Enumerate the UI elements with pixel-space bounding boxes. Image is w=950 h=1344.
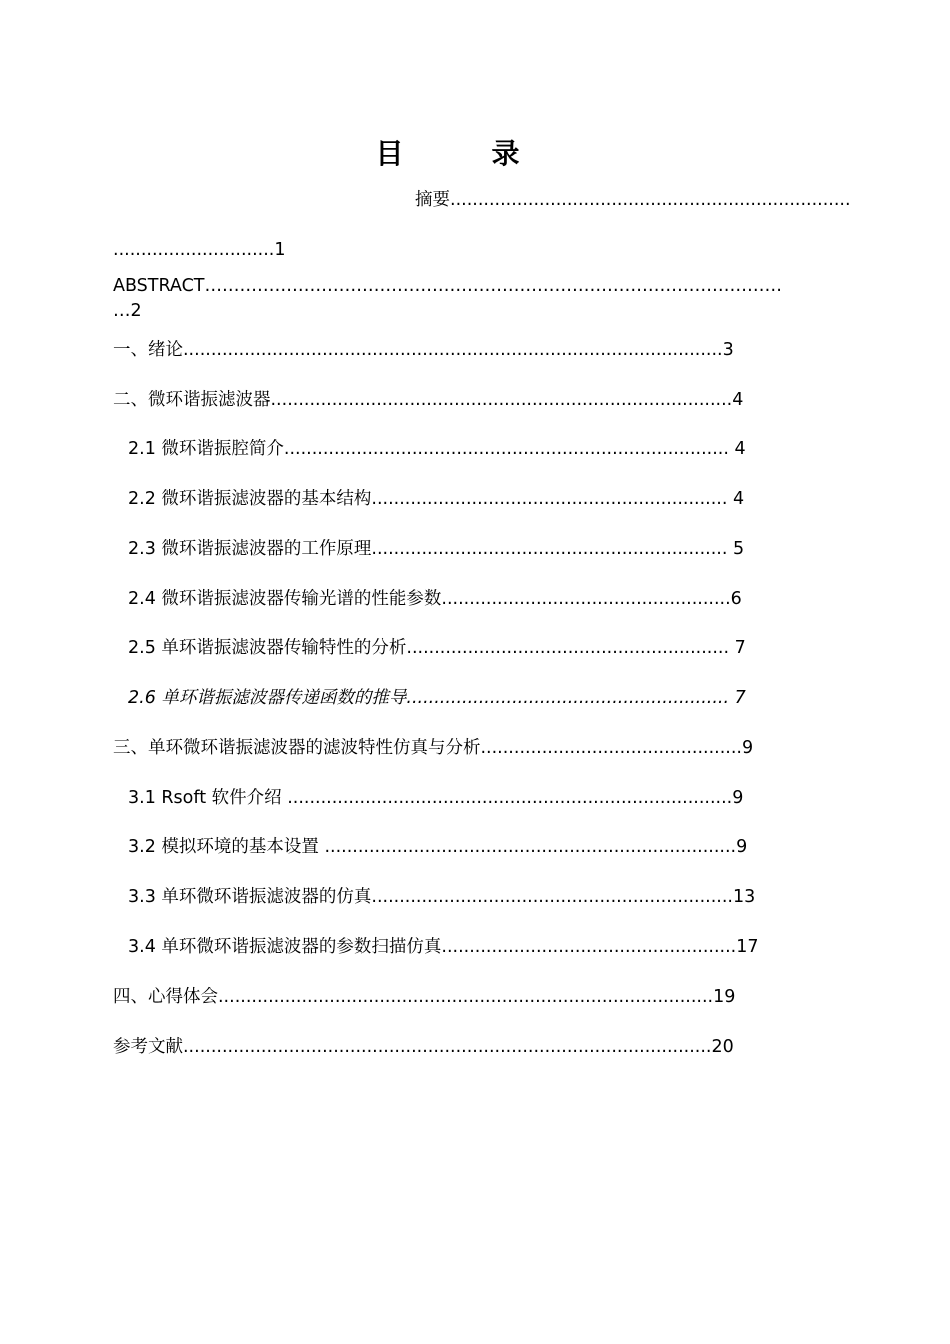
toc-entry-2-2: 2.2 微环谐振滤波器的基本结构................................................................ 4: [128, 489, 745, 509]
toc-entry-2-3: 2.3 微环谐振滤波器的工作原理................................................................ 5: [128, 539, 745, 559]
toc-entry-references: 参考文献...............................................................................................20: [113, 1037, 734, 1057]
toc-entry-chapter-3: 三、单环微环谐振滤波器的滤波特性仿真与分析...............................................9: [113, 738, 754, 758]
toc-entry-abstract-en: ABSTRACT………………………………………………………………………………………: [113, 276, 782, 296]
toc-entry-3-3: 3.3 单环微环谐振滤波器的仿真.................................................................13: [128, 887, 756, 907]
page-title: 目 录: [375, 137, 550, 170]
toc-entry-chapter-1: 一、绪论.................................................................................................3: [113, 340, 734, 360]
toc-entry-abstract-cn-continued: .............................1: [113, 240, 286, 260]
toc-entry-2-1: 2.1 微环谐振腔简介................................................................................ 4: [128, 439, 746, 459]
toc-entry-chapter-2: 二、微环谐振滤波器...................................................................................4: [113, 390, 744, 410]
toc-entry-3-2: 3.2 模拟环境的基本设置 ..........................................................................9: [128, 837, 748, 857]
toc-entry-3-4: 3.4 单环微环谐振滤波器的参数扫描仿真.....................................................17: [128, 937, 759, 957]
toc-entry-2-6: 2.6 单环谐振滤波器传递函数的推导.......................................................... 7: [128, 688, 746, 708]
toc-entry-3-1: 3.1 Rsoft 软件介绍 ................................................................................9: [128, 788, 744, 808]
toc-entry-abstract-cn: 摘要........................................................................: [415, 190, 851, 210]
toc-entry-2-4: 2.4 微环谐振滤波器传输光谱的性能参数....................................................6: [128, 589, 742, 609]
toc-entry-abstract-en-continued: …2: [113, 301, 142, 321]
toc-entry-2-5: 2.5 单环谐振滤波器传输特性的分析.......................................................... 7: [128, 638, 746, 658]
toc-entry-chapter-4: 四、心得体会.........................................................................................19: [113, 987, 736, 1007]
